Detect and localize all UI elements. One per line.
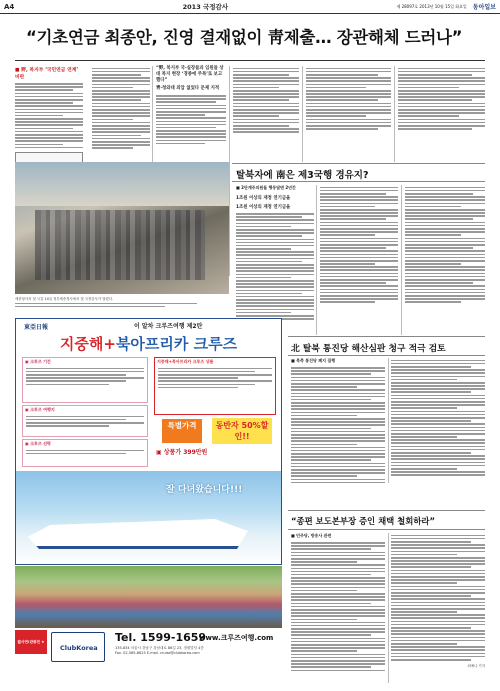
left-body-2 [92, 68, 150, 149]
mid-right-column-1 [291, 358, 385, 485]
bottom-body-1 [291, 542, 385, 671]
photo-caption-extra [15, 301, 229, 309]
newspaper-name: 동아일보 [472, 4, 496, 11]
mid-right-headline: 北 탈북 통진당 해산심판 청구 적극 검토 [291, 344, 446, 354]
ad-product-title: 지중해+북아프리카 크루즈 상품 [157, 359, 214, 364]
ad-contact-block [15, 630, 282, 684]
ad-special-price-badge: 특별가격 [162, 419, 202, 443]
left-body-1 [15, 83, 83, 148]
mid-subhead-1: “野, 복지부 국·실장들과 임원들 상대 복지 현장 ‘경종에 주목’로 보고했다” [156, 66, 224, 83]
left-column-2 [92, 66, 150, 150]
left-subhead-1: ■ 野, 복지부 ‘국민연금 연계’ 비판 [15, 68, 79, 80]
mid-subhead-2: 靑·청와대 외압 없었다 문제 지적 [156, 86, 220, 91]
right-article-body-1 [236, 213, 314, 320]
clubkorea-brand: ClubKorea [60, 644, 98, 652]
ad-big-title [16, 333, 281, 354]
issue-date: 제 28097호 2013년 10월 15일 화요일 [396, 3, 467, 9]
right-body-2 [398, 68, 485, 130]
ad-phone-number[interactable]: Tel. 1599-1659 [115, 631, 207, 644]
mid-body-1 [156, 95, 226, 144]
main-headline: “기초연금 최종안, 진영 결재없이 靑제출… 장관해체 드러나” [26, 28, 463, 47]
ad-tagline: 잘 다녀왔습니다!!! [166, 485, 243, 495]
group-photo [15, 566, 282, 628]
clubkorea-logo [51, 632, 105, 662]
ad-ship-box [22, 439, 148, 467]
right-article-body-3 [405, 187, 485, 303]
wing-badge: 짧사연!관광전 ★ [15, 630, 47, 654]
bottom-column-1 [291, 533, 385, 673]
ad-destinations-title: ▣ 크루즈 여행지 [25, 407, 55, 412]
ad-price: ▣ 상품가 399만원 [156, 449, 208, 456]
mid-column-1 [156, 66, 226, 146]
ad-product-lines [155, 368, 275, 389]
header-right [396, 2, 496, 11]
bottom-column-2 [391, 533, 485, 668]
ad-website[interactable]: www.크루즈여행.com [199, 634, 274, 642]
section-title: 2013 국정감사 [182, 3, 229, 11]
bottom-body-2 [391, 535, 485, 661]
photo-caption: 세종청사서 첫 국감 14일 정부세종청사에서 첫 국정감사가 열렸다. [15, 297, 114, 301]
mid-right-subhead-1: ■ 북측 통진당 폐지 집행 [291, 358, 336, 363]
ad-address-block [115, 646, 280, 656]
ad-period-lines [23, 368, 147, 386]
right-article-body-2 [320, 187, 398, 303]
ad-big-title-red: 지중해+ [59, 335, 116, 353]
ad-product-box [154, 357, 276, 415]
cruise-advertisement[interactable] [15, 318, 282, 565]
bottom-headline: “종편 보도본부장 증인 채택 철회하라” [291, 516, 436, 526]
ad-logo: 東亞日報 [24, 324, 49, 331]
news-photo [15, 162, 229, 294]
mid-body-2 [233, 68, 299, 133]
ad-big-title-blue: 북아프리카 크루즈 [115, 335, 238, 353]
ad-destinations-box [22, 405, 148, 437]
mid-column-2 [233, 66, 299, 135]
page-number: A4 [4, 2, 15, 11]
ad-cruise-title: 이 알차 크루즈여행 제2탄 [134, 323, 203, 330]
right-headline: 탈북자에 南은 제3국행 경유지? [236, 170, 369, 181]
bottom-subhead: ■ 민주당, 방송사 관련 [291, 533, 332, 538]
ad-address: 135-834 서울시 강남구 강남대로 86길 23, 정원빌딩 4층 [115, 646, 204, 650]
headline-rule [15, 60, 485, 61]
ad-discount-badge: 동반자 50%할인!! [212, 418, 272, 444]
right-subhead-2: 1조원 이상의 재정 연기금을 [236, 196, 291, 201]
mid-right-body-1 [291, 367, 385, 483]
ad-fax-email: Fax. 02-585-8625 E-mail. cruise@clubkorea.com [115, 651, 200, 655]
page-header [0, 0, 500, 14]
right-article-2 [320, 185, 398, 305]
right-article-3 [405, 185, 485, 305]
right-subhead-3: 1조원 이상의 재정 연기금을 [236, 205, 291, 210]
ad-ship-title: ▣ 크루즈 선박 [25, 441, 51, 446]
right-subhead-1: ■ 2단계주의원들 행동답변 2년간 [236, 185, 296, 190]
ad-period-box [22, 357, 148, 403]
right-column-1 [306, 66, 391, 131]
ad-period-title: ▣ 크루즈 기간 [25, 359, 51, 364]
right-body-1 [306, 68, 391, 130]
mid-right-body-2 [391, 360, 485, 476]
ad-ship-lines [23, 450, 147, 455]
right-article-1 [236, 185, 314, 321]
mid-right-column-2 [391, 358, 485, 478]
right-column-2 [398, 66, 485, 131]
ad-destinations-lines [23, 416, 147, 427]
bottom-byline: 최예나 기자 [467, 663, 485, 668]
